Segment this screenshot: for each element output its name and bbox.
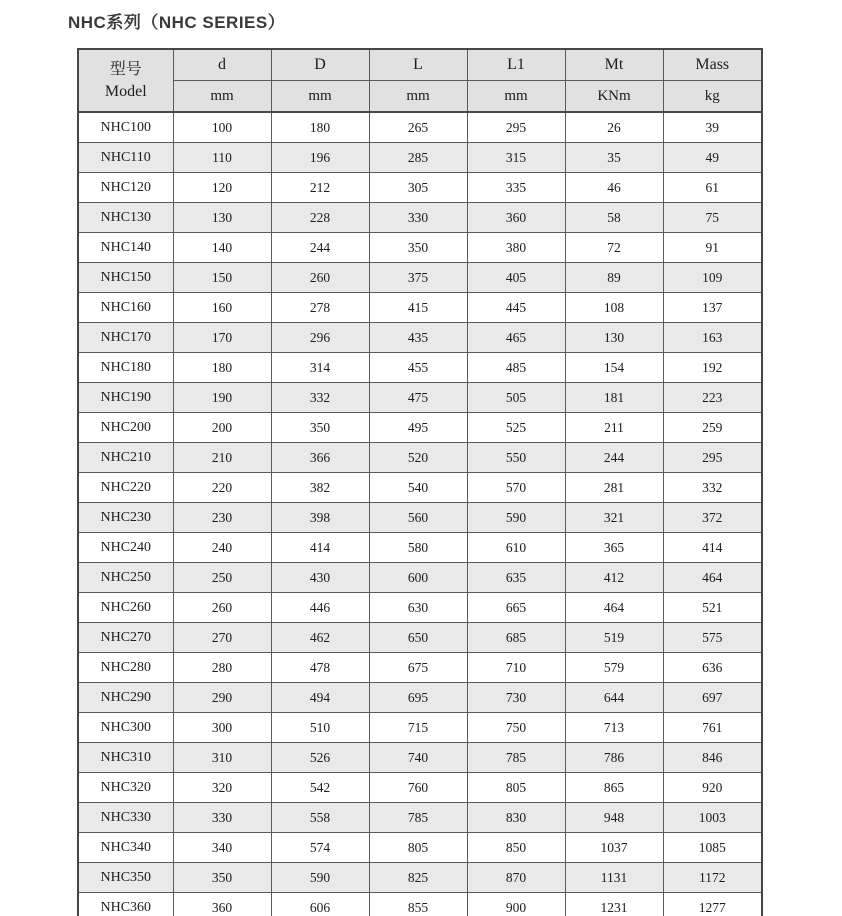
value-cell: 49 xyxy=(663,143,762,173)
value-cell: 542 xyxy=(271,773,369,803)
value-cell: 278 xyxy=(271,293,369,323)
model-cell: NHC170 xyxy=(78,323,173,353)
table-row xyxy=(78,293,762,323)
value-cell: 685 xyxy=(467,623,565,653)
value-cell: 210 xyxy=(173,443,271,473)
value-cell: 320 xyxy=(173,773,271,803)
value-cell: 192 xyxy=(663,353,762,383)
value-cell: 180 xyxy=(271,112,369,143)
value-cell: 170 xyxy=(173,323,271,353)
value-cell: 350 xyxy=(369,233,467,263)
value-cell: 644 xyxy=(565,683,663,713)
value-cell: 560 xyxy=(369,503,467,533)
value-cell: 270 xyxy=(173,623,271,653)
value-cell: 296 xyxy=(271,323,369,353)
value-cell: 495 xyxy=(369,413,467,443)
value-cell: 380 xyxy=(467,233,565,263)
value-cell: 265 xyxy=(369,112,467,143)
table-row xyxy=(78,503,762,533)
model-cell: NHC190 xyxy=(78,383,173,413)
model-cell: NHC250 xyxy=(78,563,173,593)
value-cell: 1085 xyxy=(663,833,762,863)
value-cell: 785 xyxy=(369,803,467,833)
value-cell: 697 xyxy=(663,683,762,713)
value-cell: 196 xyxy=(271,143,369,173)
model-cell: NHC270 xyxy=(78,623,173,653)
header-col-L1: L1 xyxy=(467,49,565,81)
value-cell: 350 xyxy=(173,863,271,893)
value-cell: 650 xyxy=(369,623,467,653)
value-cell: 550 xyxy=(467,443,565,473)
unit-Mt: KNm xyxy=(565,81,663,113)
value-cell: 805 xyxy=(467,773,565,803)
value-cell: 130 xyxy=(173,203,271,233)
value-cell: 100 xyxy=(173,112,271,143)
value-cell: 35 xyxy=(565,143,663,173)
value-cell: 830 xyxy=(467,803,565,833)
value-cell: 314 xyxy=(271,353,369,383)
value-cell: 340 xyxy=(173,833,271,863)
value-cell: 825 xyxy=(369,863,467,893)
value-cell: 558 xyxy=(271,803,369,833)
value-cell: 415 xyxy=(369,293,467,323)
table-row xyxy=(78,203,762,233)
table-row xyxy=(78,413,762,443)
table-row xyxy=(78,353,762,383)
value-cell: 455 xyxy=(369,353,467,383)
value-cell: 465 xyxy=(467,323,565,353)
value-cell: 290 xyxy=(173,683,271,713)
value-cell: 310 xyxy=(173,743,271,773)
value-cell: 665 xyxy=(467,593,565,623)
value-cell: 120 xyxy=(173,173,271,203)
value-cell: 855 xyxy=(369,893,467,916)
table-row xyxy=(78,653,762,683)
value-cell: 211 xyxy=(565,413,663,443)
model-cell: NHC330 xyxy=(78,803,173,833)
model-cell: NHC260 xyxy=(78,593,173,623)
value-cell: 494 xyxy=(271,683,369,713)
unit-D: mm xyxy=(271,81,369,113)
value-cell: 180 xyxy=(173,353,271,383)
value-cell: 46 xyxy=(565,173,663,203)
value-cell: 300 xyxy=(173,713,271,743)
header-model-en: Model xyxy=(104,82,147,100)
table-row xyxy=(78,683,762,713)
model-cell: NHC280 xyxy=(78,653,173,683)
value-cell: 405 xyxy=(467,263,565,293)
value-cell: 715 xyxy=(369,713,467,743)
value-cell: 505 xyxy=(467,383,565,413)
value-cell: 244 xyxy=(271,233,369,263)
page-title: NHC系列（NHC SERIES） xyxy=(68,13,286,32)
unit-L: mm xyxy=(369,81,467,113)
table-row xyxy=(78,533,762,563)
header-col-Mass: Mass xyxy=(663,49,762,81)
value-cell: 900 xyxy=(467,893,565,916)
model-cell: NHC120 xyxy=(78,173,173,203)
table-row xyxy=(78,743,762,773)
value-cell: 805 xyxy=(369,833,467,863)
table-row xyxy=(78,383,762,413)
value-cell: 330 xyxy=(173,803,271,833)
value-cell: 1131 xyxy=(565,863,663,893)
model-cell: NHC290 xyxy=(78,683,173,713)
value-cell: 636 xyxy=(663,653,762,683)
value-cell: 39 xyxy=(663,112,762,143)
value-cell: 154 xyxy=(565,353,663,383)
header-col-d: d xyxy=(173,49,271,81)
value-cell: 365 xyxy=(565,533,663,563)
value-cell: 570 xyxy=(467,473,565,503)
value-cell: 510 xyxy=(271,713,369,743)
table-row xyxy=(78,112,762,143)
value-cell: 382 xyxy=(271,473,369,503)
value-cell: 675 xyxy=(369,653,467,683)
header-unit-row xyxy=(78,81,762,113)
value-cell: 240 xyxy=(173,533,271,563)
value-cell: 58 xyxy=(565,203,663,233)
value-cell: 710 xyxy=(467,653,565,683)
value-cell: 485 xyxy=(467,353,565,383)
value-cell: 445 xyxy=(467,293,565,323)
value-cell: 785 xyxy=(467,743,565,773)
table-row xyxy=(78,833,762,863)
value-cell: 200 xyxy=(173,413,271,443)
model-cell: NHC210 xyxy=(78,443,173,473)
value-cell: 610 xyxy=(467,533,565,563)
value-cell: 372 xyxy=(663,503,762,533)
value-cell: 1231 xyxy=(565,893,663,916)
value-cell: 335 xyxy=(467,173,565,203)
value-cell: 635 xyxy=(467,563,565,593)
value-cell: 760 xyxy=(369,773,467,803)
model-cell: NHC230 xyxy=(78,503,173,533)
table-row xyxy=(78,803,762,833)
value-cell: 26 xyxy=(565,112,663,143)
value-cell: 464 xyxy=(663,563,762,593)
value-cell: 332 xyxy=(663,473,762,503)
table-body xyxy=(78,112,762,916)
value-cell: 630 xyxy=(369,593,467,623)
table-header xyxy=(78,49,762,112)
value-cell: 850 xyxy=(467,833,565,863)
model-cell: NHC300 xyxy=(78,713,173,743)
value-cell: 730 xyxy=(467,683,565,713)
value-cell: 260 xyxy=(173,593,271,623)
value-cell: 713 xyxy=(565,713,663,743)
header-name-row xyxy=(78,49,762,81)
value-cell: 761 xyxy=(663,713,762,743)
model-cell: NHC340 xyxy=(78,833,173,863)
value-cell: 750 xyxy=(467,713,565,743)
value-cell: 478 xyxy=(271,653,369,683)
value-cell: 89 xyxy=(565,263,663,293)
model-cell: NHC140 xyxy=(78,233,173,263)
value-cell: 130 xyxy=(565,323,663,353)
value-cell: 295 xyxy=(663,443,762,473)
value-cell: 223 xyxy=(663,383,762,413)
value-cell: 446 xyxy=(271,593,369,623)
model-cell: NHC240 xyxy=(78,533,173,563)
value-cell: 846 xyxy=(663,743,762,773)
value-cell: 574 xyxy=(271,833,369,863)
value-cell: 332 xyxy=(271,383,369,413)
value-cell: 475 xyxy=(369,383,467,413)
value-cell: 519 xyxy=(565,623,663,653)
value-cell: 321 xyxy=(565,503,663,533)
value-cell: 740 xyxy=(369,743,467,773)
value-cell: 360 xyxy=(173,893,271,916)
value-cell: 366 xyxy=(271,443,369,473)
value-cell: 244 xyxy=(565,443,663,473)
value-cell: 435 xyxy=(369,323,467,353)
value-cell: 163 xyxy=(663,323,762,353)
unit-d: mm xyxy=(173,81,271,113)
header-model xyxy=(78,49,173,112)
value-cell: 280 xyxy=(173,653,271,683)
value-cell: 109 xyxy=(663,263,762,293)
value-cell: 295 xyxy=(467,112,565,143)
model-cell: NHC150 xyxy=(78,263,173,293)
value-cell: 150 xyxy=(173,263,271,293)
table-row xyxy=(78,593,762,623)
table-row xyxy=(78,473,762,503)
table-row xyxy=(78,623,762,653)
value-cell: 360 xyxy=(467,203,565,233)
value-cell: 75 xyxy=(663,203,762,233)
value-cell: 526 xyxy=(271,743,369,773)
header-col-D: D xyxy=(271,49,369,81)
value-cell: 590 xyxy=(467,503,565,533)
value-cell: 1277 xyxy=(663,893,762,916)
model-cell: NHC350 xyxy=(78,863,173,893)
unit-L1: mm xyxy=(467,81,565,113)
table-row xyxy=(78,173,762,203)
table-row xyxy=(78,323,762,353)
model-cell: NHC100 xyxy=(78,112,173,143)
header-col-L: L xyxy=(369,49,467,81)
table-row xyxy=(78,143,762,173)
value-cell: 870 xyxy=(467,863,565,893)
value-cell: 520 xyxy=(369,443,467,473)
value-cell: 580 xyxy=(369,533,467,563)
table-row xyxy=(78,893,762,916)
value-cell: 1003 xyxy=(663,803,762,833)
table-row xyxy=(78,863,762,893)
value-cell: 137 xyxy=(663,293,762,323)
table-row xyxy=(78,233,762,263)
model-cell: NHC180 xyxy=(78,353,173,383)
model-cell: NHC220 xyxy=(78,473,173,503)
value-cell: 61 xyxy=(663,173,762,203)
value-cell: 228 xyxy=(271,203,369,233)
model-cell: NHC360 xyxy=(78,893,173,916)
value-cell: 540 xyxy=(369,473,467,503)
model-cell: NHC200 xyxy=(78,413,173,443)
value-cell: 920 xyxy=(663,773,762,803)
value-cell: 181 xyxy=(565,383,663,413)
value-cell: 948 xyxy=(565,803,663,833)
value-cell: 281 xyxy=(565,473,663,503)
model-cell: NHC320 xyxy=(78,773,173,803)
value-cell: 350 xyxy=(271,413,369,443)
value-cell: 230 xyxy=(173,503,271,533)
nhc-series-table xyxy=(77,48,763,916)
value-cell: 140 xyxy=(173,233,271,263)
value-cell: 464 xyxy=(565,593,663,623)
value-cell: 250 xyxy=(173,563,271,593)
value-cell: 108 xyxy=(565,293,663,323)
value-cell: 110 xyxy=(173,143,271,173)
value-cell: 786 xyxy=(565,743,663,773)
unit-Mass: kg xyxy=(663,81,762,113)
value-cell: 606 xyxy=(271,893,369,916)
value-cell: 579 xyxy=(565,653,663,683)
value-cell: 305 xyxy=(369,173,467,203)
value-cell: 575 xyxy=(663,623,762,653)
model-cell: NHC110 xyxy=(78,143,173,173)
table-row xyxy=(78,443,762,473)
value-cell: 285 xyxy=(369,143,467,173)
table-row xyxy=(78,563,762,593)
value-cell: 865 xyxy=(565,773,663,803)
header-col-Mt: Mt xyxy=(565,49,663,81)
value-cell: 414 xyxy=(663,533,762,563)
value-cell: 695 xyxy=(369,683,467,713)
value-cell: 315 xyxy=(467,143,565,173)
header-model-cn: 型号 xyxy=(109,60,142,78)
value-cell: 259 xyxy=(663,413,762,443)
value-cell: 160 xyxy=(173,293,271,323)
value-cell: 375 xyxy=(369,263,467,293)
value-cell: 1172 xyxy=(663,863,762,893)
table-row xyxy=(78,773,762,803)
value-cell: 525 xyxy=(467,413,565,443)
table-row xyxy=(78,713,762,743)
value-cell: 590 xyxy=(271,863,369,893)
value-cell: 1037 xyxy=(565,833,663,863)
value-cell: 521 xyxy=(663,593,762,623)
value-cell: 72 xyxy=(565,233,663,263)
model-cell: NHC130 xyxy=(78,203,173,233)
value-cell: 91 xyxy=(663,233,762,263)
value-cell: 212 xyxy=(271,173,369,203)
table-row xyxy=(78,263,762,293)
value-cell: 412 xyxy=(565,563,663,593)
model-cell: NHC160 xyxy=(78,293,173,323)
value-cell: 462 xyxy=(271,623,369,653)
value-cell: 600 xyxy=(369,563,467,593)
value-cell: 260 xyxy=(271,263,369,293)
value-cell: 414 xyxy=(271,533,369,563)
model-cell: NHC310 xyxy=(78,743,173,773)
value-cell: 190 xyxy=(173,383,271,413)
value-cell: 398 xyxy=(271,503,369,533)
value-cell: 430 xyxy=(271,563,369,593)
value-cell: 330 xyxy=(369,203,467,233)
value-cell: 220 xyxy=(173,473,271,503)
